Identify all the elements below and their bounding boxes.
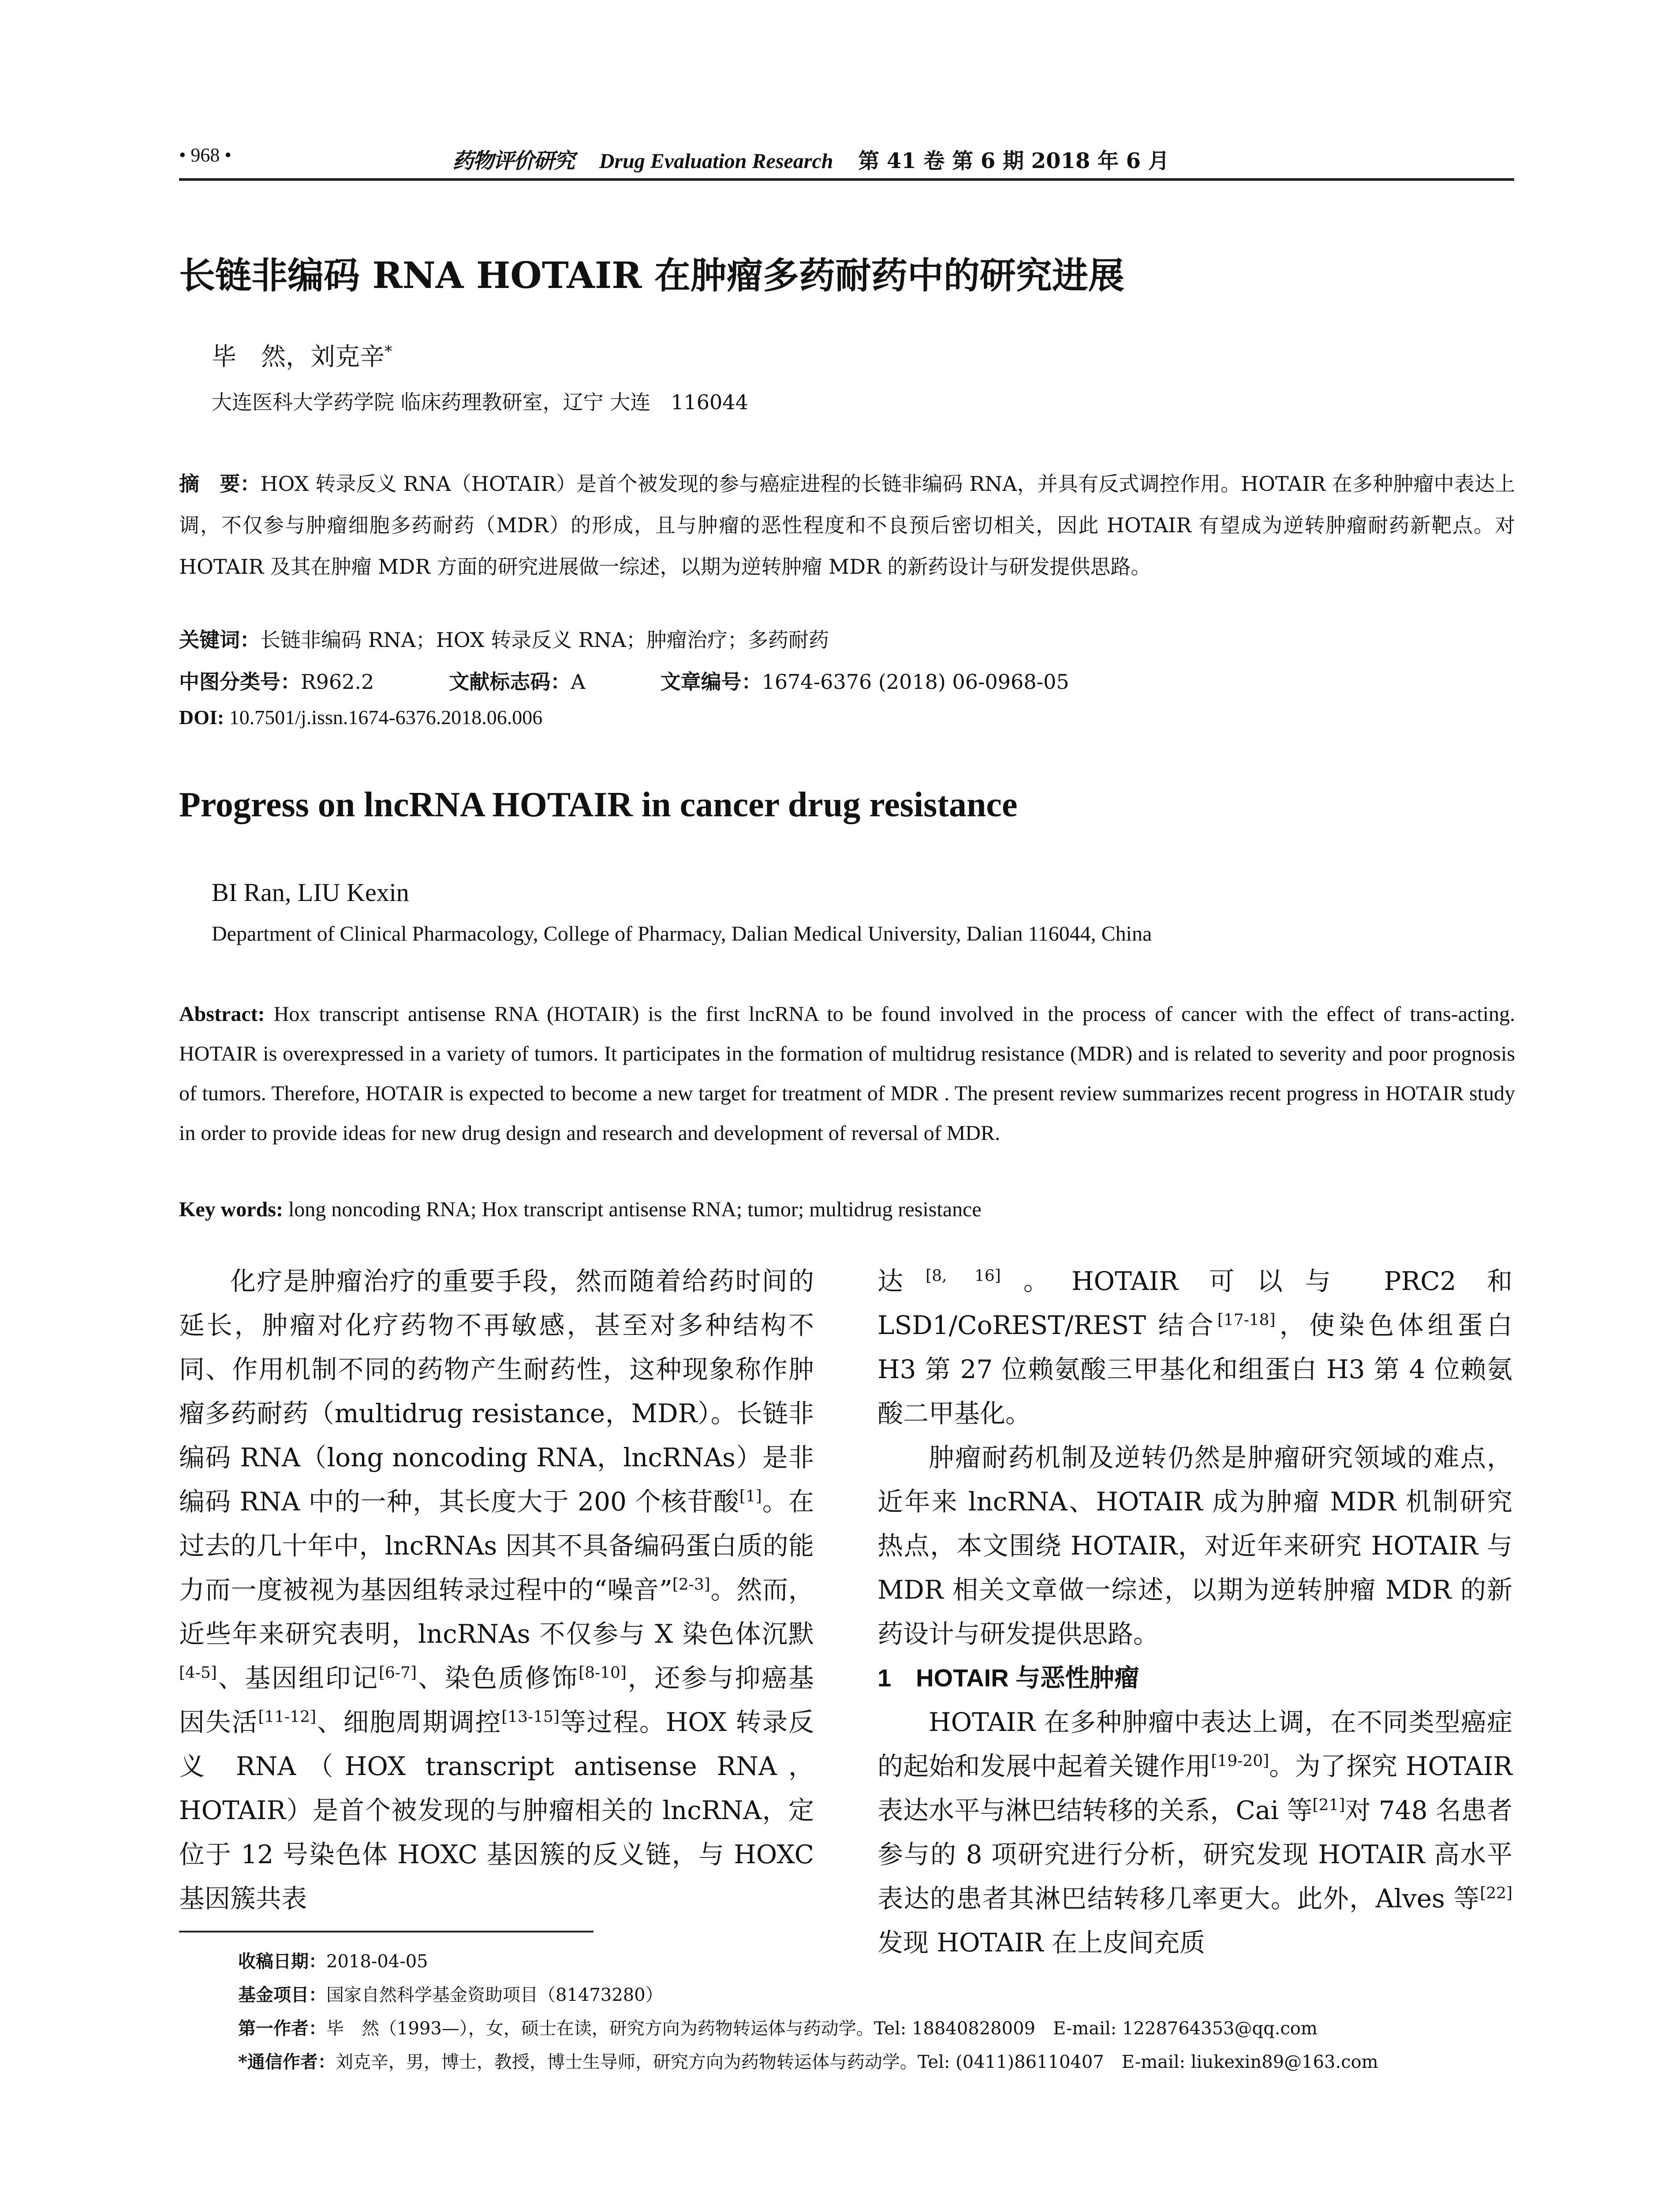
journal-name-en: Drug Evaluation Research: [599, 149, 833, 173]
body-text: 对 748 名患者参与的 8 项研究进行分析，研究发现 HOTAIR 高水平表达的患者其淋巴结转移几率更大。此外，Alves 等: [877, 1795, 1512, 1913]
article-number-value: 1674-6376 (2018) 06-0968-05: [762, 670, 1069, 694]
page-number: • 968 •: [179, 144, 231, 166]
citation[interactable]: [1]: [739, 1487, 762, 1506]
citation[interactable]: [8-10]: [579, 1663, 627, 1682]
citation[interactable]: [21]: [1312, 1796, 1345, 1814]
body-column-left: [179, 1259, 814, 1921]
header-rule: [179, 178, 1514, 181]
footnote-label: 基金项目：: [238, 1984, 326, 2005]
body-paragraph: [877, 1259, 1512, 1435]
doi-label: DOI:: [179, 706, 224, 729]
authors-cn: [212, 337, 392, 373]
abstract-en: [179, 994, 1515, 1153]
keywords-cn-label: 关键词：: [179, 628, 260, 652]
keywords-cn: [179, 624, 829, 653]
body-text: 。在过去的几十年中，lncRNAs 因其不具备编码蛋白质的能力而一度被视为基因组转录过程中的“噪音”: [179, 1487, 814, 1605]
body-text: 、细胞周期调控: [316, 1707, 502, 1737]
abstract-cn-text: HOX 转录反义 RNA（HOTAIR）是首个被发现的参与癌症进程的长链非编码 RNA，并具有反式调控作用。HOTAIR 在多种肿瘤中表达上调，不仅参与肿瘤细胞多药耐药（MDR）的形成，且与肿瘤的恶性程度和不良预后密切相关，因此 HOTAIR 有望成为逆转肿瘤耐药新靶点。对 HOTAIR 及其在肿瘤 MDR 方面的研究进展做一综述，以期为逆转肿瘤 MDR 的新药设计与研发提供思路。: [179, 472, 1515, 579]
keywords-en-text: long noncoding RNA; Hox transcript antisense RNA; tumor; multidrug resistance: [288, 1198, 982, 1221]
body-paragraph: [179, 1259, 814, 1921]
body-text: 达: [877, 1266, 926, 1296]
body-column-right: [877, 1259, 1512, 1965]
body-text: 等过程。HOX 转录反义 RNA（HOX transcript antisense RNA，HOTAIR）是首个被发现的与肿瘤相关的 lncRNA，定位于 12 号染色体 HOXC 基因簇的反义链，与 HOXC 基因簇共表: [179, 1707, 814, 1913]
abstract-en-label: Abstract:: [179, 1002, 265, 1026]
citation[interactable]: [2-3]: [672, 1575, 710, 1594]
journal-name-cn: 药物评价研究: [452, 149, 575, 173]
footnote-value: 2018-04-05: [326, 1951, 428, 1972]
footnote-fund: [238, 1978, 1378, 2012]
body-text: 、染色质修饰: [416, 1663, 579, 1693]
citation[interactable]: [19-20]: [1211, 1752, 1269, 1770]
doi-value: 10.7501/j.issn.1674-6376.2018.06.006: [229, 706, 543, 729]
footnote-label: 第一作者：: [238, 2018, 326, 2039]
footnote-first-author: [238, 2012, 1378, 2045]
body-paragraph: [877, 1700, 1512, 1965]
citation[interactable]: [8, 16]: [926, 1267, 1001, 1285]
body-paragraph: 肿瘤耐药机制及逆转仍然是肿瘤研究领域的难点，近年来 lncRNA、HOTAIR 成为肿瘤 MDR 机制研究热点，本文围绕 HOTAIR，对近年来研究 HOTAIR 与 MDR 相关文章做一综述，以期为逆转肿瘤 MDR 的新药设计与研发提供思路。: [877, 1443, 1512, 1649]
footnote-value: 国家自然科学基金资助项目（81473280）: [326, 1985, 663, 2005]
footnote-received: [238, 1945, 1378, 1978]
body-text: 化疗是肿瘤治疗的重要手段，然而随着给药时间的延长，肿瘤对化疗药物不再敏感，甚至对多种结构不同、作用机制不同的药物产生耐药性，这种现象称作肿瘤多药耐药（multidrug resistance，MDR）。长链非编码 RNA（long noncoding RNA，lncRNAs）是非编码 RNA 中的一种，其长度大于 200 个核苷酸: [179, 1266, 814, 1517]
body-text: HOTAIR 在多种肿瘤中表达上调，在不同类型癌症的起始和发展中起着关键作用: [877, 1707, 1512, 1781]
clc-label: 中图分类号：: [179, 670, 301, 694]
article-title-en: Progress on lncRNA HOTAIR in cancer drug resistance: [179, 785, 1018, 824]
affiliation-cn: 大连医科大学药学院 临床药理教研室，辽宁 大连 116044: [212, 390, 748, 414]
body-text: 发现 HOTAIR 在上皮间充质: [877, 1928, 1205, 1958]
body-text: 、基因组印记: [217, 1663, 379, 1693]
footnotes: [238, 1945, 1378, 2079]
citation[interactable]: [22]: [1480, 1884, 1512, 1902]
body-text: ，还参与抑癌基因失活: [179, 1663, 814, 1737]
footnote-rule: [179, 1931, 594, 1932]
affiliation-en: Department of Clinical Pharmacology, College of Pharmacy, Dalian Medical University, Dalian 116044, China: [212, 922, 1152, 946]
citation[interactable]: [11-12]: [258, 1708, 317, 1726]
article-title-cn: 长链非编码 RNA HOTAIR 在肿瘤多药耐药中的研究进展: [179, 254, 1124, 297]
clc-value: R962.2: [301, 670, 374, 694]
classification-line: [179, 666, 1069, 695]
authors-cn-names: 毕 然，刘克辛: [212, 343, 385, 371]
keywords-cn-text: 长链非编码 RNA；HOX 转录反义 RNA；肿瘤治疗；多药耐药: [260, 628, 829, 652]
body-text: 。然而，近些年来研究表明，lncRNAs 不仅参与 X 染色体沉默: [179, 1575, 814, 1649]
footnote-value: 刘克辛，男，博士，教授，博士生导师，研究方向为药物转运体与药动学。Tel: (0411)86110407 E-mail: liukexin89@163.com: [335, 2052, 1378, 2072]
footnote-value: 毕 然（1993—），女，硕士在读，研究方向为药物转运体与药动学。Tel: 18840828009 E-mail: 1228764353@qq.com: [326, 2018, 1318, 2039]
section-heading: 1 HOTAIR 与恶性肿瘤: [877, 1664, 1139, 1692]
keywords-en-label: Key words:: [179, 1198, 283, 1221]
abstract-cn-label: 摘 要：: [179, 472, 261, 496]
corresponding-mark: *: [385, 343, 392, 361]
body-text: ，使染色体组蛋白 H3 第 27 位赖氨酸三甲基化和组蛋白 H3 第 4 位赖氨酸二甲基化。: [877, 1310, 1512, 1428]
abstract-cn: [179, 463, 1515, 587]
keywords-en: [179, 1197, 982, 1222]
citation[interactable]: [4-5]: [179, 1663, 217, 1682]
body-text: 。为了探究 HOTAIR 表达水平与淋巴结转移的关系，Cai 等: [877, 1751, 1512, 1825]
abstract-en-text: Hox transcript antisense RNA (HOTAIR) is the first lncRNA to be found involved in the process of cancer with the effect of trans-acting. HOTAIR is overexpressed in a variety of tumors. It participates in the formation of multidrug resistance (MDR) and is related to severity and poor prognosis of tumors. Therefore, HOTAIR is expected to become a new target for treatment of MDR . The present review summarizes recent progress in HOTAIR study in order to provide ideas for new drug design and research and development of reversal of MDR.: [179, 1002, 1516, 1145]
citation[interactable]: [6-7]: [379, 1663, 417, 1682]
running-header: [179, 144, 1514, 179]
body-text: 。HOTAIR 可以与 PRC2 和 LSD1/CoREST/REST 结合: [877, 1266, 1512, 1340]
footnote-label: 收稿日期：: [238, 1951, 326, 1972]
doi-line: [179, 706, 542, 729]
article-number-label: 文章编号：: [660, 670, 762, 694]
footnote-label: *通信作者：: [238, 2052, 336, 2072]
issue-info: 第 41 卷 第 6 期 2018 年 6 月: [858, 149, 1169, 173]
citation[interactable]: [17-18]: [1217, 1311, 1276, 1329]
citation[interactable]: [13-15]: [501, 1708, 560, 1726]
doc-code-value: A: [571, 670, 586, 694]
journal-line: [452, 144, 1169, 174]
footnote-corresponding-author: [238, 2045, 1378, 2079]
authors-en: BI Ran, LIU Kexin: [212, 878, 409, 907]
doc-code-label: 文献标志码：: [449, 670, 571, 694]
